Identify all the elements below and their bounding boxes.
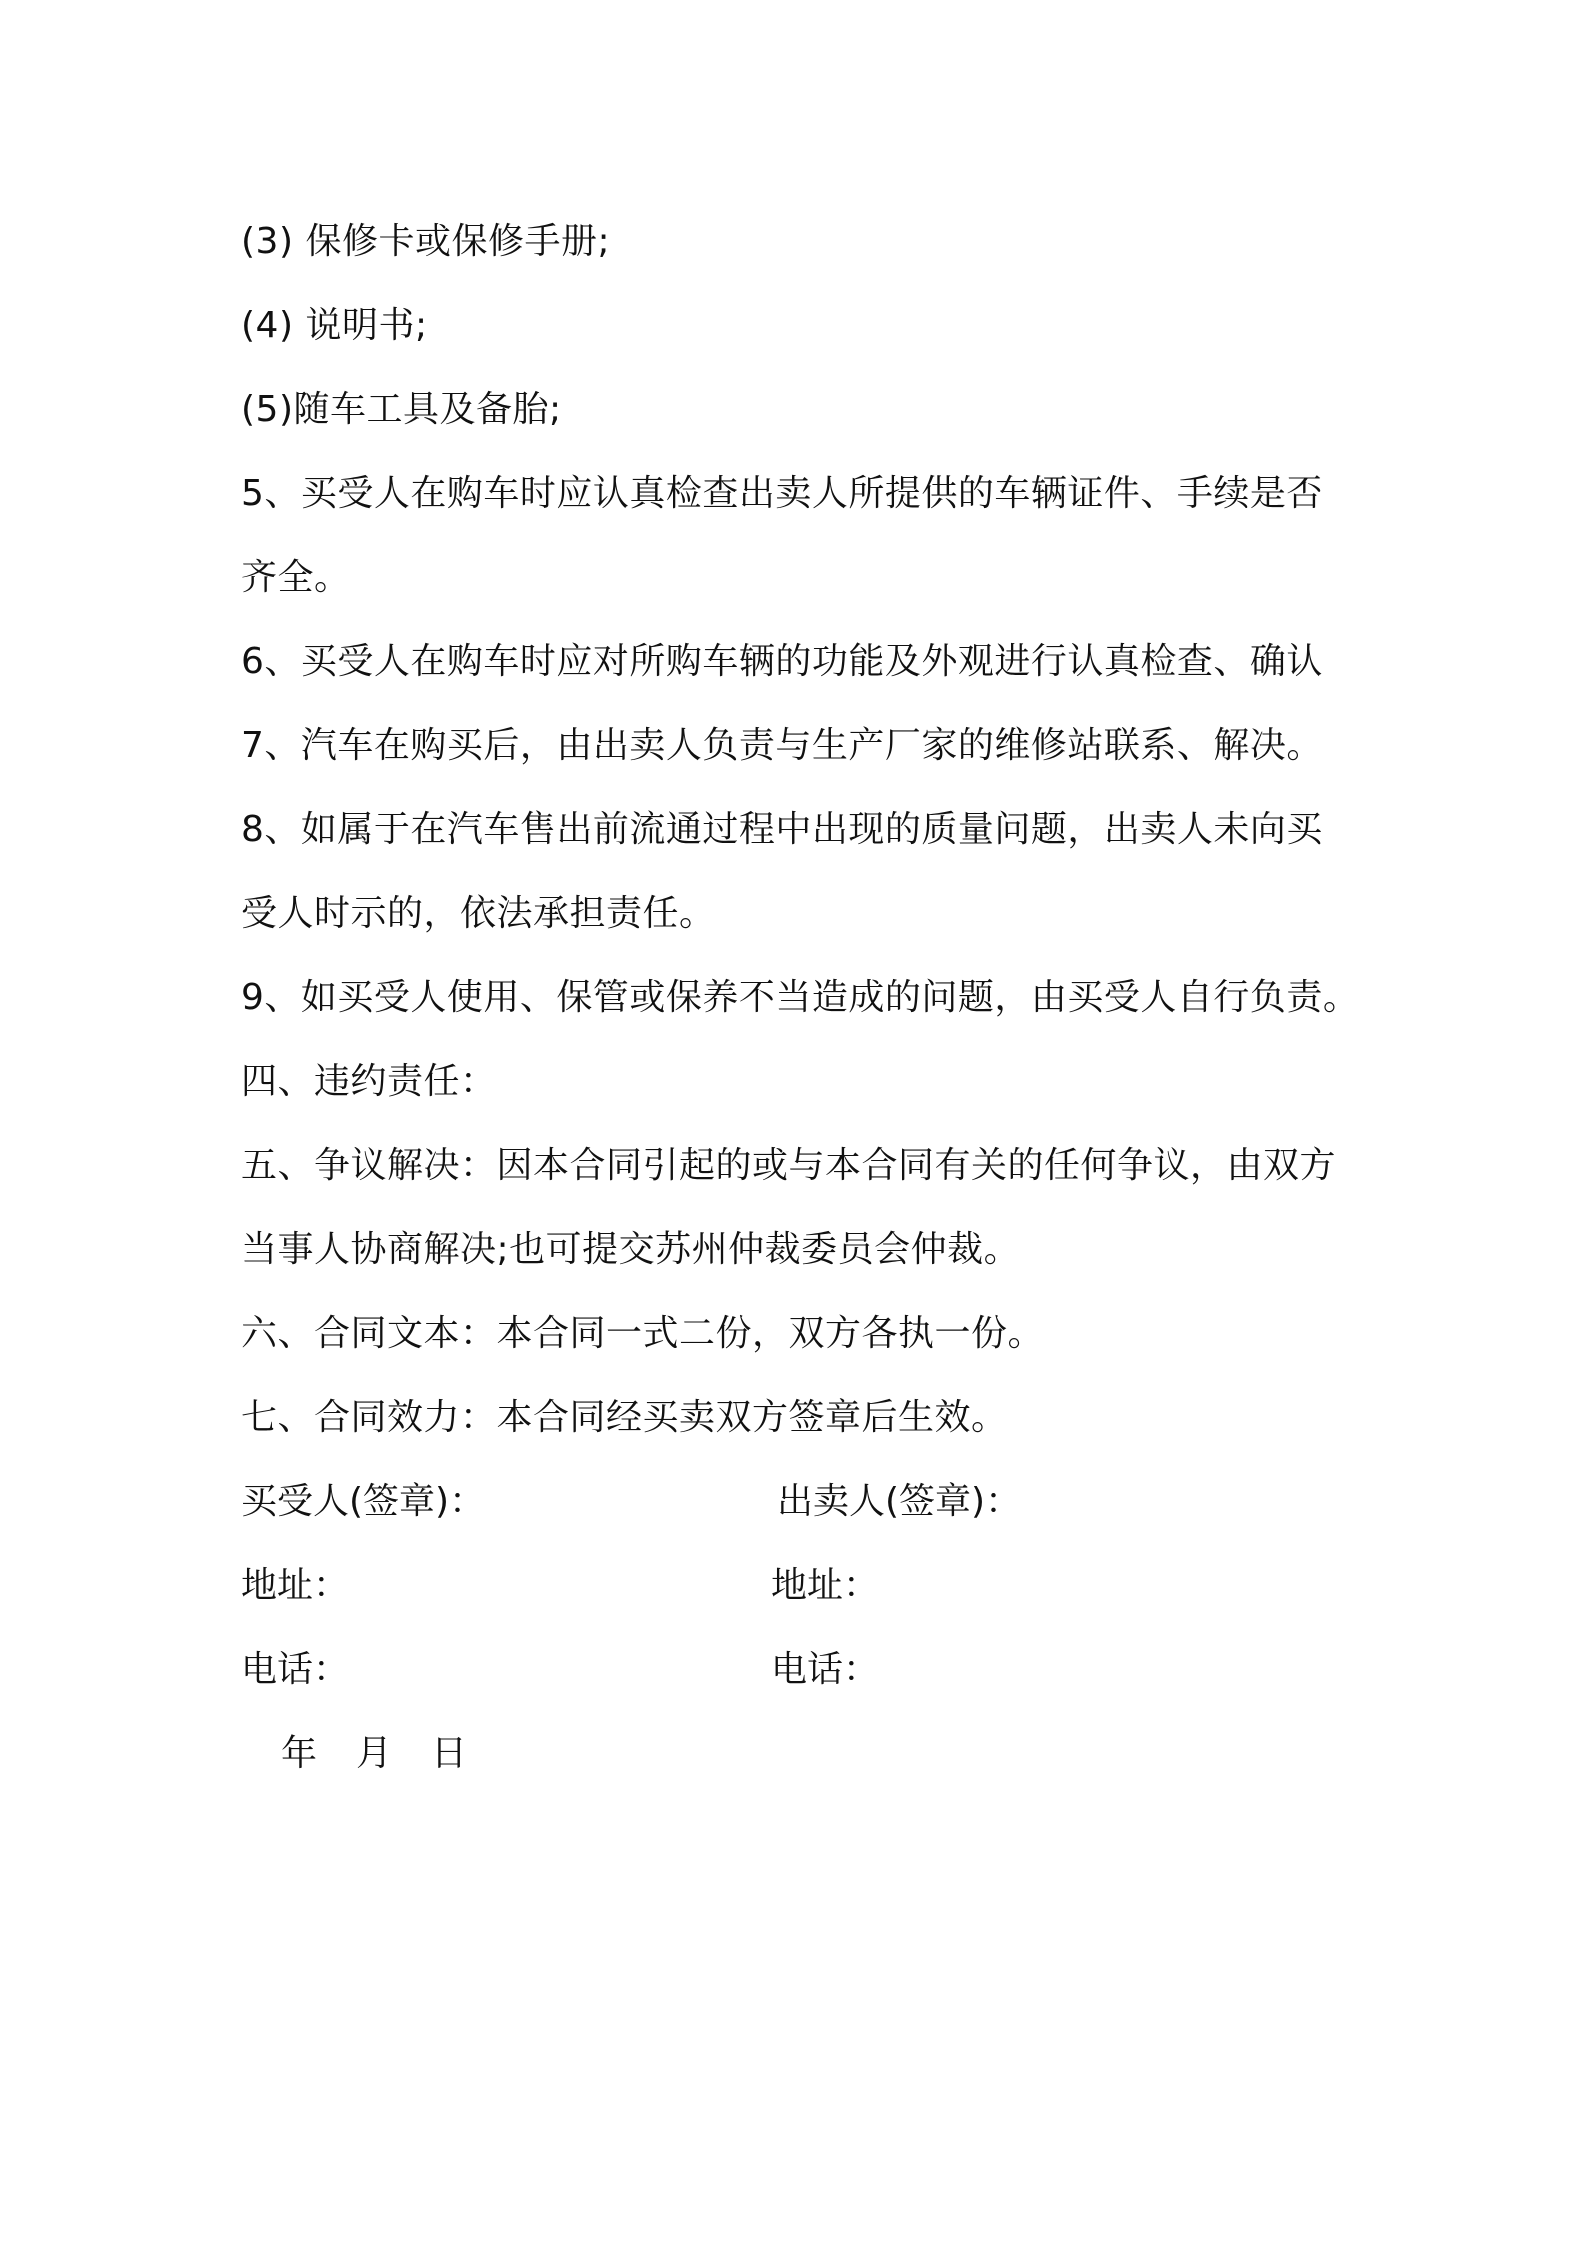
clause-8-line-1: 8、如属于在汽车售出前流通过程中出现的质量问题，出卖人未向买 bbox=[241, 809, 1323, 850]
clause-6: 6、买受人在购车时应对所购车辆的功能及外观进行认真检查、确认 bbox=[241, 641, 1323, 682]
date-month-label: 月 bbox=[356, 1733, 393, 1774]
section-6: 六、合同文本：本合同一式二份，双方各执一份。 bbox=[241, 1313, 1045, 1354]
section-5-line-2: 当事人协商解决;也可提交苏州仲裁委员会仲裁。 bbox=[241, 1229, 1021, 1270]
seller-address-label: 地址： bbox=[771, 1565, 880, 1606]
date-year-label: 年 bbox=[281, 1733, 318, 1774]
seller-phone-label: 电话： bbox=[771, 1649, 880, 1690]
attachment-item-3: (3) 保修卡或保修手册; bbox=[241, 221, 611, 262]
buyer-phone-label: 电话： bbox=[241, 1649, 350, 1690]
seller-signature-label: 出卖人(签章)： bbox=[777, 1481, 1022, 1522]
document-body bbox=[241, 200, 1381, 1796]
clause-7: 7、汽车在购买后，由出卖人负责与生产厂家的维修站联系、解决。 bbox=[241, 725, 1323, 766]
attachment-item-5: (5)随车工具及备胎; bbox=[241, 389, 562, 430]
attachment-item-4: (4) 说明书; bbox=[241, 305, 428, 346]
clause-5-line-1: 5、买受人在购车时应认真检查出卖人所提供的车辆证件、手续是否 bbox=[241, 473, 1323, 514]
buyer-signature-label: 买受人(签章)： bbox=[241, 1481, 486, 1522]
clause-5-line-2: 齐全。 bbox=[241, 557, 351, 598]
section-4-heading: 四、违约责任： bbox=[241, 1061, 497, 1102]
clause-9: 9、如买受人使用、保管或保养不当造成的问题，由买受人自行负责。 bbox=[241, 977, 1360, 1018]
address-row bbox=[241, 1544, 1381, 1628]
date-day-label: 日 bbox=[431, 1733, 468, 1774]
buyer-address-label: 地址： bbox=[241, 1565, 350, 1606]
clause-8-line-2: 受人时示的，依法承担责任。 bbox=[241, 893, 716, 934]
section-7: 七、合同效力：本合同经买卖双方签章后生效。 bbox=[241, 1397, 1008, 1438]
section-5-line-1: 五、争议解决：因本合同引起的或与本合同有关的任何争议，由双方 bbox=[241, 1145, 1337, 1186]
signature-row bbox=[241, 1460, 1381, 1544]
date-row bbox=[241, 1712, 1381, 1796]
phone-row bbox=[241, 1628, 1381, 1712]
